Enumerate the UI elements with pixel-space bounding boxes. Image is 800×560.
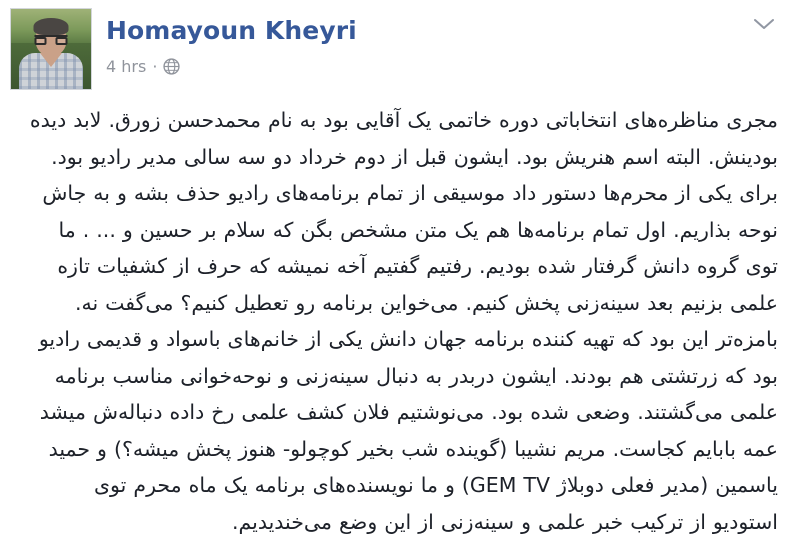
post-body [0,92,800,540]
avatar-glasses [35,35,68,44]
meta-separator: · [152,57,158,76]
post-message: مجری مناظره‌های انتخاباتی دوره خاتمی یک آقایی بود به نام محمدحسن زورق. لابد دیده بودینش. البته اسم هنریش بود. ایشون قبل از دوم خرداد دو سه سالی مدیر رادیو بود. برای یکی از محرم‌ها دستور داد موسیقی از تمام برنامه‌های رادیو حذف بشه و به جاش نوحه بذاریم. اول تمام برنامه‌ها هم یک متن مشخص بگن که سلام بر حسین و ... . ما توی گروه دانش گرفتار شده بودیم. رفتیم گفتیم آخه نمیشه که حرف از کشفیات تازه علمی بزنیم بعد سینه‌زنی پخش کنیم. می‌خواین برنامه رو تعطیل کنیم؟ می‌گفت نه. بامزه‌تر این بود که تهیه کننده برنامه جهان دانش یکی از خانم‌های باسواد و قدیمی رادیو بود که زرتشتی هم بودند. ایشون دربدر به دنبال سینه‌زنی و نوحه‌خوانی مناسب برنامه علمی می‌گشتند. وضعی شده بود. می‌نوشتیم فلان کشف علمی رخ داده دنباله‌ش میشد عمه بابایم کجاست. مریم نشیبا (گوینده شب بخیر کوچولو- هنوز پخش میشه؟) و حمید یاسمین (مدیر فعلی دوبلاژ GEM TV) و ما نویسنده‌های برنامه یک ماه محرم توی استودیو از ترکیب خبر علمی و سینه‌زنی از این وضع می‌خندیدیم. [29,108,778,534]
post-timestamp[interactable]: 4 hrs [106,57,147,76]
avatar-hair [34,18,69,35]
avatar[interactable] [10,8,92,90]
author-name[interactable]: Homayoun Kheyri [106,16,357,45]
globe-icon[interactable] [163,58,180,75]
post-header [0,0,800,92]
post-options-button[interactable] [750,12,778,36]
post-meta [106,57,357,76]
chevron-down-icon [753,17,775,31]
post-header-text [92,8,357,76]
